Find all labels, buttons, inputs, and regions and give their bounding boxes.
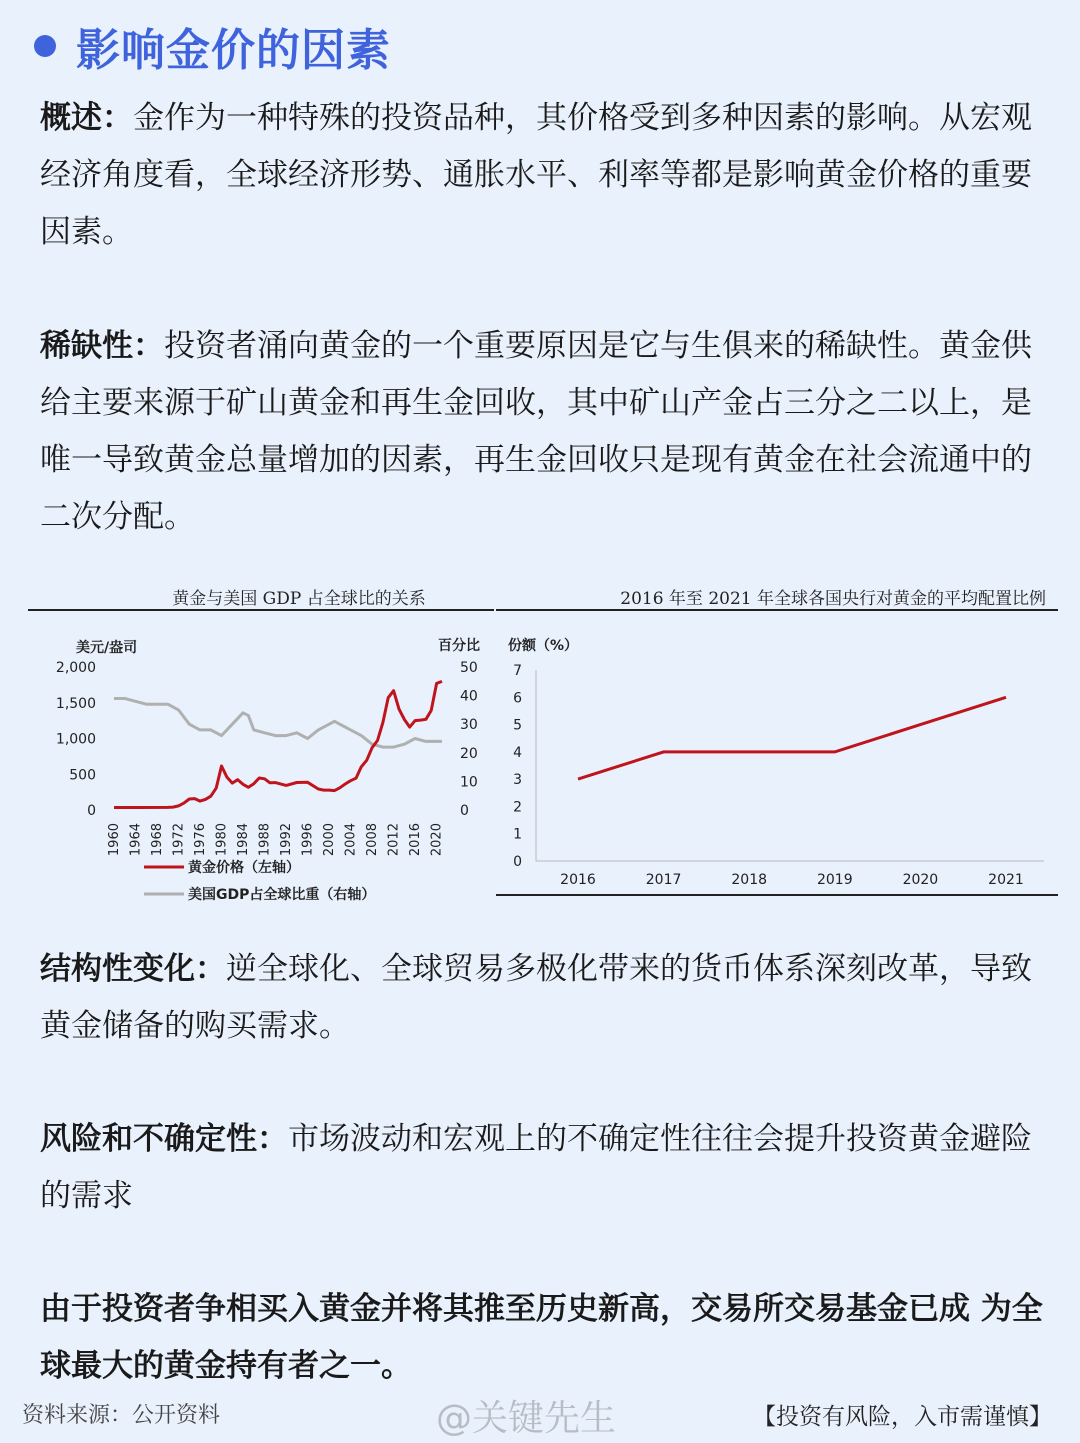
chart2-title: 2016 年至 2021 年全球各国央行对黄金的平均配置比例 [620,589,1046,609]
chart2-y-tick: 0 [513,854,522,870]
chart1-x-tick: 2008 [365,823,381,857]
section-label: 概述： [40,100,133,136]
chart1-x-tick: 1988 [257,823,273,857]
chart1-x-tick: 1964 [128,823,144,857]
chart2-y-tick: 3 [513,772,522,789]
section-label: 风险和不确定性： [40,1121,288,1157]
chart1-right-ticks [460,660,478,819]
chart1-x-tick: 1980 [214,823,230,857]
section-structural-change [40,941,1052,1055]
chart1-left-tick: 0 [87,803,96,819]
footer-source: 资料来源：公开资料 [22,1403,221,1428]
section-etf-note [40,1281,1052,1395]
chart1-right-tick: 0 [460,803,469,819]
chart2-x-tick: 2016 [560,872,596,888]
section-label: 结构性变化： [40,951,226,987]
section-text: 由于投资者争相买入黄金并将其推至历史新高，交易所交易基金已成 为全球最大的黄金持有者之一。 [40,1291,1043,1384]
section-overview [40,90,1052,261]
chart2-x-tick: 2021 [988,872,1024,888]
chart1-left-ticks [56,660,96,819]
chart1-left-tick: 1,500 [55,695,96,712]
chart1-x-tick: 1960 [107,823,122,857]
chart2-y-tick: 4 [513,744,522,761]
chart1-right-tick: 30 [460,717,478,734]
chart2-y-tick: 2 [513,799,522,816]
chart2-y-ticks [513,663,522,870]
chart1-gdp-share-line [114,699,442,748]
chart1-x-tick: 1992 [279,823,295,857]
chart2-axis-label: 份额（%） [508,638,579,654]
chart2-series [578,697,1006,779]
section-text: 市场波动和宏观上的不确定性往往会提升投资黄金避险的需求 [40,1121,1032,1214]
chart1-right-tick: 20 [460,745,478,762]
chart1-x-ticks [107,823,445,856]
section-text: 投资者涌向黄金的一个重要原因是它与生俱来的稀缺性。黄金供给主要来源于矿山黄金和再生金回收，其中矿山产金占三分之二以上，是唯一导致黄金总量增加的因素，再生金回收只是现有黄金在社会流通中的二次分配。 [40,328,1032,535]
chart1-x-tick: 2016 [408,823,424,857]
chart2-y-tick: 7 [513,663,522,679]
chart1-title: 黄金与美国 GDP 占全球比的关系 [172,589,426,609]
chart2-x-ticks [560,872,1024,888]
chart1-right-tick: 10 [460,774,478,791]
section-text: 逆全球化、全球贸易多极化带来的货币体系深刻改革，导致黄金储备的购买需求。 [40,951,1032,1044]
chart1-left-axis-label: 美元/盎司 [76,640,138,656]
watermark: @关键先生 [436,1398,617,1439]
chart1-x-tick: 1984 [236,823,252,857]
chart1-x-tick: 2004 [343,823,359,857]
chart2-x-tick: 2017 [645,872,682,888]
chart2-x-tick: 2019 [816,872,853,888]
chart2-x-tick: 2018 [731,872,768,888]
chart1-x-tick: 1996 [300,823,316,857]
chart2-y-tick: 1 [513,826,522,843]
chart1-x-tick: 1976 [193,823,209,857]
chart1-x-tick: 2000 [322,823,338,857]
legend-gdp-label: 美国GDP占全球比重（右轴） [188,887,376,903]
chart1-x-tick: 1972 [171,823,187,857]
charts-area [24,572,1064,912]
chart1-right-tick: 50 [460,660,478,676]
page-header [34,14,391,78]
chart1-gold-price-line [114,681,442,807]
chart1-left-tick: 500 [69,767,96,784]
chart1-left-tick: 2,000 [55,660,96,676]
title-bullet-icon [34,35,56,57]
section-risk [40,1111,1052,1225]
chart1-series [114,681,442,807]
chart1-left-tick: 1,000 [55,731,96,748]
section-label: 稀缺性： [40,328,164,364]
chart1-x-tick: 2012 [386,823,402,857]
section-text: 金作为一种特殊的投资品种，其价格受到多种因素的影响。从宏观经济角度看，全球经济形势、通胀水平、利率等都是影响黄金价格的重要因素。 [40,100,1032,250]
chart2-y-tick: 6 [513,690,522,707]
section-scarcity [40,318,1052,546]
page-title: 影响金价的因素 [76,25,391,76]
chart1-x-tick: 2020 [429,823,445,857]
chart1-right-axis-label: 百分比 [438,638,480,654]
footer-disclaimer: 【投资有风险，入市需谨慎】 [753,1404,1052,1430]
chart1-right-tick: 40 [460,688,478,705]
chart2-y-tick: 5 [513,717,522,734]
chart2-x-tick: 2020 [902,872,939,888]
chart1-x-tick: 1968 [150,823,166,857]
chart2-allocation-line [578,697,1006,779]
legend-gold-label: 黄金价格（左轴） [188,860,300,876]
